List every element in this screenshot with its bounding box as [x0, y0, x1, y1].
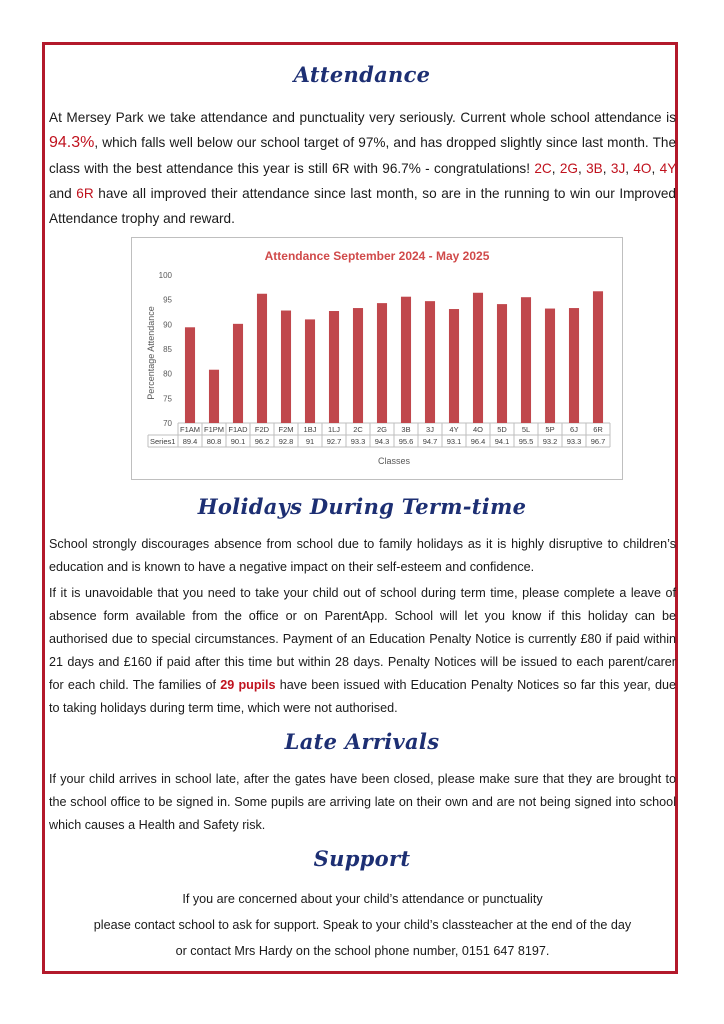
support-heading: Support: [313, 846, 411, 871]
late-arrivals-paragraph: If your child arrives in school late, after the gates have been closed, please make sure that they are brought to the school office to be signed in. Some pupils are arriving late on their own and are not being signed into school which causes a Health and Safety risk.: [49, 772, 676, 832]
data-value-label: 80.8: [206, 437, 222, 446]
y-tick-label: 85: [163, 345, 172, 354]
bar-f1pm: [209, 370, 219, 423]
chart-x-axis-label: Classes: [377, 456, 411, 466]
support-line-2: please contact school to ask for support. Speak to your child’s classteacher at the end of the day: [93, 918, 632, 932]
x-tick-label: F1PM: [203, 425, 225, 434]
bar-5d: [497, 304, 507, 423]
holidays-heading: Holidays During Term-time: [197, 494, 527, 519]
y-tick-label: 70: [163, 419, 172, 428]
x-tick-label: F2M: [278, 425, 294, 434]
bar-1bj: [305, 319, 315, 423]
bar-3b: [401, 297, 411, 423]
bar-1lj: [329, 311, 339, 423]
bar-5p: [545, 309, 555, 423]
y-tick-label: 75: [163, 394, 172, 404]
data-value-label: 89.4: [182, 437, 198, 446]
data-value-label: 94.3: [374, 437, 390, 446]
data-value-label: 90.1: [230, 437, 246, 446]
data-value-label: 95.5: [518, 437, 534, 446]
x-tick-label: 2G: [376, 425, 388, 434]
data-value-label: 91: [305, 437, 315, 446]
bar-4o: [473, 293, 483, 423]
data-value-label: 94.1: [494, 437, 510, 446]
data-value-label: 92.7: [326, 437, 342, 446]
attendance-heading: Attendance: [293, 62, 431, 87]
data-value-label: 93.3: [350, 437, 366, 446]
improved-class-3b: 3B: [586, 160, 603, 176]
late-arrivals-heading: Late Arrivals: [284, 729, 440, 754]
data-value-label: 93.2: [542, 437, 558, 446]
data-value-label: 96.4: [470, 437, 486, 446]
x-tick-label: F1AD: [228, 425, 248, 434]
bar-6r: [593, 291, 603, 423]
x-tick-label: 4O: [472, 425, 484, 434]
holidays-paragraph-2: [49, 582, 676, 720]
x-tick-label: 3J: [426, 425, 434, 434]
data-value-label: 93.3: [566, 437, 582, 446]
bar-4y: [449, 309, 459, 423]
penalty-pupils-count: 29 pupils: [220, 678, 276, 692]
y-tick-label: 80: [163, 369, 172, 379]
x-tick-label: 4Y: [449, 425, 459, 434]
x-tick-label: 5L: [521, 425, 531, 434]
attendance-paragraph: At Mersey Park we take attendance and punctuality very seriously. Current whole school attendance is 94.3%, which falls well below our school target of 97%, and has dropped slightly since last month. The class with the best attendance this year is still 6R with 96.7% - congratulations! 2C, 2G, 3B, 3J, 4O, 4Y and 6R have all improved their attendance since last month, so are in the running to win our Improved Attendance trophy and reward.: [49, 110, 677, 227]
chart-y-axis-label: Percentage Attendance: [146, 306, 156, 400]
holidays-text-a: If it is unavoidable that you need to take your child out of school during term time, please complete a leave of absence form available from the office or on ParentApp. School will let you know if this holiday can be authorised due to special circumstances. Payment of an Education Penalty Notice is currently £80 if paid within 21 days and £160 if paid after this time but within 28 days. Penalty Notices will be issued to each parent/carer for each child. The families of: [49, 586, 676, 692]
bar-5l: [521, 297, 531, 423]
data-value-label: 94.7: [422, 437, 438, 446]
x-tick-label: F1AM: [179, 425, 201, 434]
whole-school-attendance-value: 94.3%: [49, 134, 95, 152]
data-value-label: 93.1: [446, 437, 462, 446]
x-tick-label: 5P: [545, 425, 555, 434]
x-tick-label: 6R: [593, 425, 603, 434]
x-tick-label: 2C: [353, 425, 363, 434]
data-value-label: 95.6: [398, 437, 414, 446]
bar-f2d: [257, 294, 267, 423]
attendance-text-b: , which falls well below our school target of 97%, and has dropped slightly since last month. The class with the best attendance this year is still 6R with 96.7% - congratulations!: [49, 135, 676, 176]
attendance-text-a: At Mersey Park we take attendance and punctuality very seriously. Current whole school attendance is: [49, 110, 676, 125]
bar-2c: [353, 308, 363, 423]
improved-class-4o: 4O: [633, 160, 652, 176]
bar-3j: [425, 301, 435, 423]
y-tick-label: 90: [163, 320, 172, 330]
improved-class-4y: 4Y: [659, 160, 677, 176]
chart-title: Attendance September 2024 - May 2025: [264, 249, 490, 263]
improved-class-6r: 6R: [76, 185, 94, 201]
y-tick-label: 95: [163, 295, 172, 305]
series-name-label: Series1: [150, 437, 176, 446]
improved-class-2g: 2G: [559, 160, 578, 176]
bar-f1ad: [233, 324, 243, 423]
attendance-chart: [131, 237, 623, 480]
improved-class-2c: 2C: [534, 160, 552, 176]
bar-2g: [377, 303, 387, 423]
x-tick-label: 1LJ: [327, 425, 341, 434]
data-value-label: 96.2: [254, 437, 270, 446]
x-tick-label: 1BJ: [303, 425, 317, 434]
x-tick-label: F2D: [254, 425, 270, 434]
attendance-text-c: have all improved their attendance since last month, so are in the running to win our Improved Attendance trophy and reward.: [49, 185, 676, 227]
x-tick-label: 6J: [570, 425, 578, 434]
improved-class-3j: 3J: [610, 160, 626, 176]
data-value-label: 92.8: [278, 437, 294, 446]
support-line-1: If you are concerned about your child’s attendance or punctuality: [182, 892, 543, 906]
holidays-text-b: have been issued with Education Penalty Notices so far this year, due to taking holidays during term time, which were not authorised.: [49, 678, 676, 715]
x-tick-label: 3B: [401, 425, 411, 434]
bar-6j: [569, 308, 579, 423]
data-value-label: 96.7: [590, 437, 606, 446]
bar-f2m: [281, 311, 291, 423]
y-tick-label: 100: [158, 271, 172, 280]
attendance-and: and: [49, 185, 77, 201]
x-tick-label: 5D: [497, 425, 507, 434]
support-line-3: or contact Mrs Hardy on the school phone number, 0151 647 8197.: [175, 944, 550, 958]
holidays-paragraph-1: School strongly discourages absence from school due to family holidays as it is highly disruptive to children’s education and is known to have a negative impact on their self-esteem and confidence.: [49, 537, 676, 574]
bar-f1am: [185, 327, 195, 423]
attendance-chart-svg: [132, 238, 622, 479]
